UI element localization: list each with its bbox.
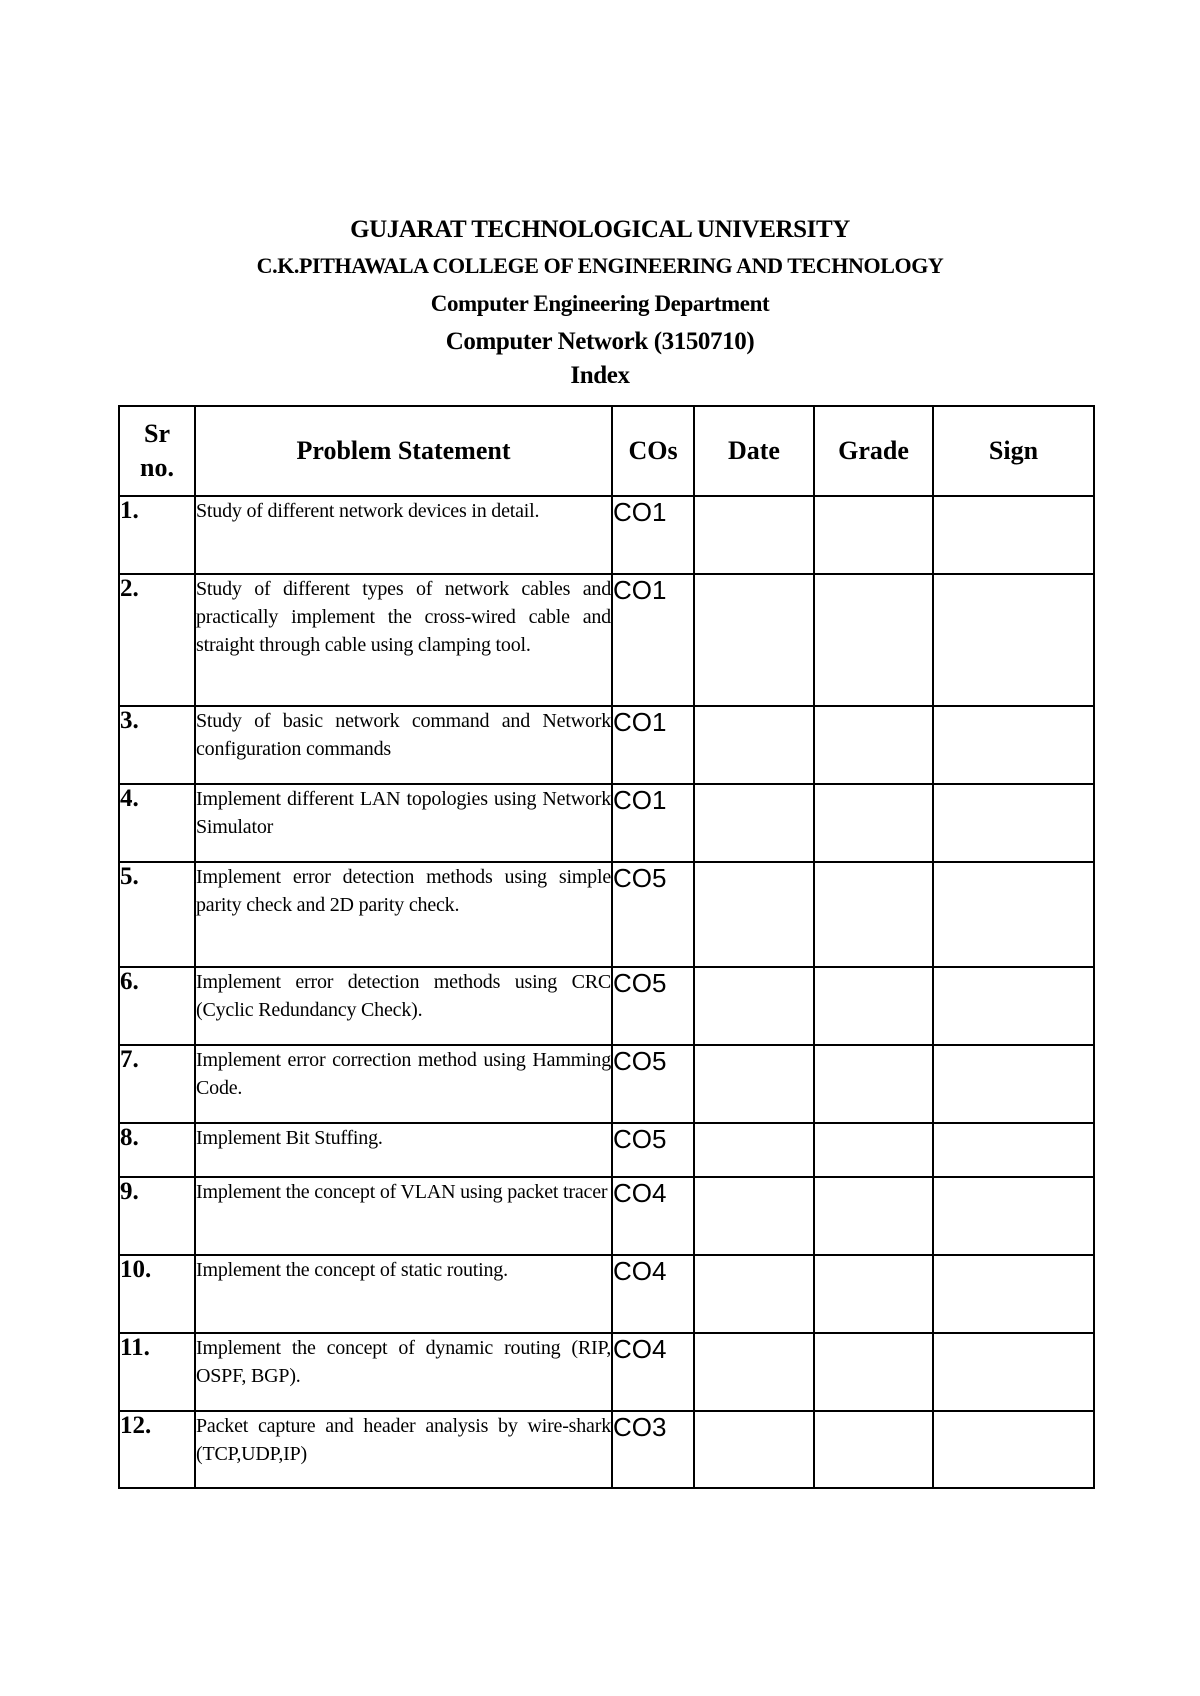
sr-no-cell: 9. bbox=[119, 1177, 195, 1255]
page-title: Index bbox=[570, 362, 630, 389]
date-cell bbox=[694, 967, 814, 1045]
problem-statement-cell: Implement error detection methods using simple parity check and 2D parity check. bbox=[195, 862, 612, 967]
date-cell bbox=[694, 862, 814, 967]
date-cell bbox=[694, 1045, 814, 1123]
subject-name: Computer Network (3150710) bbox=[445, 328, 755, 355]
date-cell bbox=[694, 1333, 814, 1411]
date-cell bbox=[694, 706, 814, 784]
sr-no-cell: 12. bbox=[119, 1411, 195, 1488]
sr-no-cell: 11. bbox=[119, 1333, 195, 1411]
column-header-problem-statement: Problem Statement bbox=[195, 406, 612, 496]
date-cell bbox=[694, 1255, 814, 1333]
grade-cell bbox=[814, 784, 933, 862]
problem-statement-cell: Implement the concept of VLAN using packet tracer bbox=[195, 1177, 612, 1255]
document-header bbox=[0, 212, 1200, 394]
co-cell: CO1 bbox=[612, 706, 694, 784]
date-cell bbox=[694, 574, 814, 706]
table-row bbox=[119, 1177, 1094, 1255]
date-cell bbox=[694, 784, 814, 862]
table-row bbox=[119, 967, 1094, 1045]
table-row bbox=[119, 1333, 1094, 1411]
grade-cell bbox=[814, 1177, 933, 1255]
problem-statement-cell: Implement error correction method using Hamming Code. bbox=[195, 1045, 612, 1123]
date-cell bbox=[694, 1411, 814, 1488]
problem-statement-cell: Packet capture and header analysis by wire-shark (TCP,UDP,IP) bbox=[195, 1411, 612, 1488]
grade-cell bbox=[814, 862, 933, 967]
problem-statement-cell: Study of different network devices in detail. bbox=[195, 496, 612, 574]
sr-header-line2: no. bbox=[140, 453, 174, 482]
sign-cell bbox=[933, 1411, 1094, 1488]
sign-cell bbox=[933, 496, 1094, 574]
column-header-cos: COs bbox=[612, 406, 694, 496]
problem-statement-cell: Implement different LAN topologies using Network Simulator bbox=[195, 784, 612, 862]
table-row bbox=[119, 1045, 1094, 1123]
sign-cell bbox=[933, 1177, 1094, 1255]
co-cell: CO1 bbox=[612, 574, 694, 706]
co-cell: CO5 bbox=[612, 1045, 694, 1123]
sign-cell bbox=[933, 862, 1094, 967]
grade-cell bbox=[814, 706, 933, 784]
sr-no-cell: 2. bbox=[119, 574, 195, 706]
sr-no-cell: 7. bbox=[119, 1045, 195, 1123]
date-cell bbox=[694, 1177, 814, 1255]
sign-cell bbox=[933, 967, 1094, 1045]
sign-cell bbox=[933, 1255, 1094, 1333]
problem-statement-cell: Implement the concept of static routing. bbox=[195, 1255, 612, 1333]
table-row bbox=[119, 862, 1094, 967]
date-cell bbox=[694, 496, 814, 574]
table-row bbox=[119, 574, 1094, 706]
table-row bbox=[119, 706, 1094, 784]
co-cell: CO4 bbox=[612, 1177, 694, 1255]
problem-statement-cell: Study of basic network command and Network configuration commands bbox=[195, 706, 612, 784]
column-header-date: Date bbox=[694, 406, 814, 496]
grade-cell bbox=[814, 967, 933, 1045]
table-row bbox=[119, 784, 1094, 862]
co-cell: CO5 bbox=[612, 967, 694, 1045]
problem-statement-cell: Study of different types of network cables and practically implement the cross-wired cable and straight through cable using clamping tool. bbox=[195, 574, 612, 706]
grade-cell bbox=[814, 1333, 933, 1411]
department-name: Computer Engineering Department bbox=[430, 291, 770, 316]
grade-cell bbox=[814, 1411, 933, 1488]
co-cell: CO4 bbox=[612, 1333, 694, 1411]
co-cell: CO1 bbox=[612, 496, 694, 574]
column-header-sr-no bbox=[119, 406, 195, 496]
column-header-grade: Grade bbox=[814, 406, 933, 496]
sign-cell bbox=[933, 784, 1094, 862]
co-cell: CO5 bbox=[612, 862, 694, 967]
co-cell: CO5 bbox=[612, 1123, 694, 1177]
sign-cell bbox=[933, 574, 1094, 706]
grade-cell bbox=[814, 574, 933, 706]
problem-statement-cell: Implement Bit Stuffing. bbox=[195, 1123, 612, 1177]
sr-header-line1: Sr bbox=[144, 419, 170, 448]
table-row bbox=[119, 1123, 1094, 1177]
university-name: GUJARAT TECHNOLOGICAL UNIVERSITY bbox=[350, 216, 850, 243]
sr-no-cell: 3. bbox=[119, 706, 195, 784]
sr-no-cell: 10. bbox=[119, 1255, 195, 1333]
sign-cell bbox=[933, 706, 1094, 784]
table-header-row bbox=[119, 406, 1094, 496]
column-header-sign: Sign bbox=[933, 406, 1094, 496]
sr-no-cell: 8. bbox=[119, 1123, 195, 1177]
college-name: C.K.PITHAWALA COLLEGE OF ENGINEERING AND TECHNOLOGY bbox=[256, 253, 944, 278]
table-row bbox=[119, 496, 1094, 574]
index-table bbox=[118, 405, 1095, 1489]
sign-cell bbox=[933, 1123, 1094, 1177]
problem-statement-cell: Implement error detection methods using CRC (Cyclic Redundancy Check). bbox=[195, 967, 612, 1045]
sign-cell bbox=[933, 1045, 1094, 1123]
grade-cell bbox=[814, 496, 933, 574]
sr-no-cell: 6. bbox=[119, 967, 195, 1045]
co-cell: CO4 bbox=[612, 1255, 694, 1333]
date-cell bbox=[694, 1123, 814, 1177]
grade-cell bbox=[814, 1045, 933, 1123]
sr-no-cell: 4. bbox=[119, 784, 195, 862]
table-row bbox=[119, 1255, 1094, 1333]
sign-cell bbox=[933, 1333, 1094, 1411]
problem-statement-cell: Implement the concept of dynamic routing (RIP, OSPF, BGP). bbox=[195, 1333, 612, 1411]
sr-no-cell: 5. bbox=[119, 862, 195, 967]
sr-no-cell: 1. bbox=[119, 496, 195, 574]
table-row bbox=[119, 1411, 1094, 1488]
co-cell: CO3 bbox=[612, 1411, 694, 1488]
grade-cell bbox=[814, 1255, 933, 1333]
co-cell: CO1 bbox=[612, 784, 694, 862]
grade-cell bbox=[814, 1123, 933, 1177]
